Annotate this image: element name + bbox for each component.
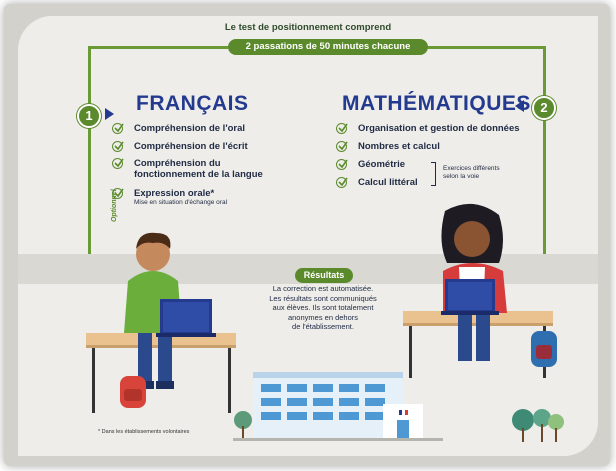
school-building-illustration: [233, 364, 443, 444]
check-icon: [112, 141, 123, 152]
results-line: de l'établissement.: [292, 322, 354, 331]
arrow-right-icon: [105, 108, 114, 120]
check-icon: [112, 188, 123, 199]
footnote: * Dans les établissements volontaires: [98, 429, 190, 435]
step-1-badge: 1: [77, 104, 101, 128]
arrow-left-icon: [515, 100, 524, 112]
francais-item-expression: Expression orale*: [134, 188, 215, 199]
francais-item-oral: Compréhension de l'oral: [134, 123, 245, 134]
maths-note-1: Exercices différents: [443, 165, 500, 172]
maths-item-donnees: Organisation et gestion de données: [358, 123, 520, 134]
check-icon: [336, 177, 347, 188]
infographic-card: [18, 16, 598, 456]
francais-item-langue-2: fonctionnement de la langue: [134, 169, 263, 180]
maths-item-litteral: Calcul littéral: [358, 177, 418, 188]
trees-illustration: [508, 406, 568, 446]
results-line: anonymes en dehors: [287, 312, 359, 322]
connector-top: [88, 46, 228, 49]
results-line: Les résultats sont communiqués: [269, 293, 377, 303]
bracket: [431, 162, 436, 186]
header-duration-pill: 2 passations de 50 minutes chacune: [228, 39, 428, 55]
check-icon: [336, 159, 347, 170]
optional-label: Optionnel: [111, 189, 118, 222]
check-icon: [336, 141, 347, 152]
header-line1: Le test de positionnement comprend: [224, 22, 392, 33]
step-2-badge: 2: [532, 96, 556, 120]
results-pill: Résultats: [295, 268, 353, 283]
check-icon: [112, 158, 123, 169]
maths-title: MATHÉMATIQUES: [342, 92, 531, 115]
check-icon: [336, 123, 347, 134]
check-icon: [112, 123, 123, 134]
maths-note-2: selon la voie: [443, 173, 480, 180]
results-line: La correction est automatisée.: [272, 284, 374, 293]
girl-student-illustration: [403, 201, 593, 381]
francais-item-langue-1: Compréhension du: [134, 158, 221, 169]
connector-top-right: [428, 46, 546, 49]
results-line: aux élèves. Ils sont totalement: [272, 303, 374, 312]
maths-item-nombres: Nombres et calcul: [358, 141, 440, 152]
oral-note: Mise en situation d'échange oral: [134, 199, 228, 206]
maths-item-geometrie: Géométrie: [358, 159, 405, 170]
outer-frame: [4, 4, 610, 466]
francais-title: FRANÇAIS: [136, 92, 249, 115]
francais-item-ecrit: Compréhension de l'écrit: [134, 141, 248, 152]
